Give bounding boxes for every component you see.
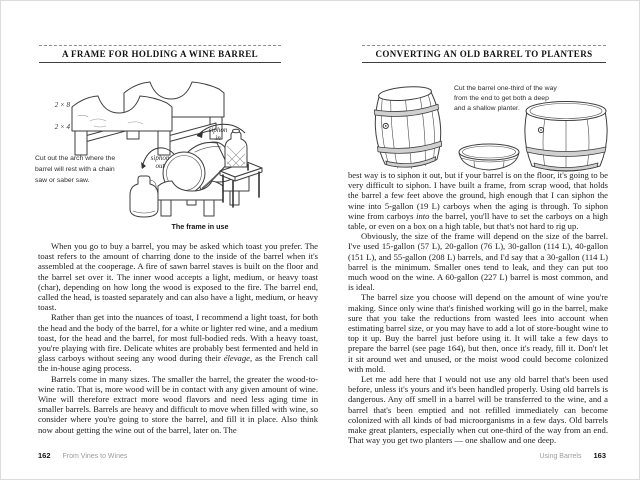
page-number: 163: [593, 451, 606, 460]
right-page-body: [348, 170, 608, 445]
frame2-front-leg-left: [161, 200, 171, 216]
caption-line: from the end to get both a deep: [454, 95, 549, 102]
caption-line: Cut out the arch where the: [35, 155, 116, 162]
paragraph: [348, 374, 608, 445]
siphon-in-label: in: [215, 134, 221, 142]
text-segment: When you go to buy a barrel, you may be asked which toast you prefer. The toast refers to the amount of charring done to the inside of the barrel when it's assembled at the cooperage. A fire of sawn barrel staves is built on the floor and the barrel set over it. The inner wood accepts a light, medium, or heavy toast (char), depending on how long the wood is exposed to the fire. The barrel end, called the head, is toasted separately and can also have a light, medium, or heavy toast.: [38, 241, 318, 313]
frame-front-leg-left: [75, 131, 87, 155]
text-segment: , as the French call the in-house aging process.: [38, 353, 318, 374]
right-page-footer: [348, 451, 606, 460]
frame-figures: [34, 76, 322, 240]
siphon-out-label: out: [155, 162, 165, 170]
left-page-title: A FRAME FOR HOLDING A WINE BARREL: [39, 49, 281, 63]
paragraph: [38, 241, 318, 312]
left-page-footer: [38, 451, 127, 460]
caption-line: Cut the barrel one-third of the way: [454, 85, 557, 92]
siphon-in-label: siphon: [208, 126, 228, 134]
carboy: [225, 129, 247, 167]
whole-barrel: [372, 84, 444, 171]
frame2-front-leg-right: [204, 200, 214, 216]
siphon-out-label: siphon: [150, 154, 170, 162]
text-segment: Obviously, the size of the frame will depend on the size of the barrel. I've used 15-gallon (57 L), 20-gallon (76 L), 30-gallon (114 L), 40-gallon (151 L), and 55-gallon (208 L) barrels, and I'd say that a 30-gallon (114 L) barrel is the minimum. Smaller ones tend to leak, and they can put too much wood on the wine. A 60-gallon (227 L) barrel is most common, and is ideal.: [348, 231, 608, 293]
deep-planter: [525, 102, 607, 173]
left-page-heading: [39, 45, 281, 63]
text-segment: Rather than get into the nuances of toast, I recommend a light toast, for both the head and the body of the barrel, for a white or lighter red wine, and a medium toast, for the head and the barrel, for most full-bodied reds. With a heavy toast, you're playing with fire. Delicate whites are probably best fermented and held in glass carboys without seeing any wood during their: [38, 312, 318, 364]
text-segment: best way is to siphon it out, but if your barrel is on the floor, it's going to be very difficult to siphon. I have built a frame, from scrap wood, that holds the barrel a few feet above the ground, high enough that I can siphon the wine into 5-gallon (19 L) carboys when the aging is through. To siphon wine from carboys: [348, 170, 608, 221]
paragraph: [38, 312, 318, 373]
italic-term: into: [416, 210, 430, 221]
caption-line: and a shallow planter.: [454, 105, 520, 112]
caption-line: barrel will rest with a chain: [35, 166, 115, 173]
paragraph: [348, 292, 608, 374]
frame-front-leg-right: [158, 131, 170, 155]
paragraph: [348, 231, 608, 292]
text-segment: Let me add here that I would not use any old barrel that's been used before, unless it's yours and it's been handled properly. Using old barrels is dangerous. Any off smell in a barrel will be transferred to the wine, and a barrel that's been emptied and not refilled immediately can become colonized with all kinds of bad microorganisms in a few days. Old barrels make great planters, especially when cut one-third of the way from an end. That way you get two planters — one shallow and one deep.: [348, 374, 608, 446]
right-page-title: CONVERTING AN OLD BARREL TO PLANTERS: [362, 49, 606, 63]
text-segment: Barrels come in many sizes. The smaller the barrel, the greater the wood-to-wine ratio. That is, more wood will be in contact with any given amount of wine. Wine will therefore extract more wood flavors and need less aging time in smaller barrels. Barrels are heavy and difficult to move when filled with wine, so consider where you're going to store the barrel, and fill it in place. Also think now about getting the wine out of the barrel, later on. The: [38, 373, 318, 435]
right-page-heading: [362, 45, 606, 63]
frame-figure-caption: [35, 155, 115, 184]
caption-line: saw or saber saw.: [35, 177, 90, 184]
paragraph: [348, 170, 608, 231]
glass-jug: [130, 176, 158, 217]
frame-in-use-caption: The frame in use: [171, 222, 229, 231]
running-head: From Vines to Wines: [62, 453, 128, 460]
text-segment: The barrel size you choose will depend on the amount of wine you're making. Since only wine that's finished working will go in the barrel, make sure that you take the reductions from wasted lees into account when estimating barrel size, or you may have to add a lot of store-bought wine to top it up. Buy the barrel just before using it. It will take a few days to prepare the barrel (see page 164), but then, once it's ready, fill it. Don't let it sit around wet and unused, or the moist wood could become colonized with mold.: [348, 292, 608, 374]
page-number: 162: [38, 451, 51, 460]
paragraph: [38, 374, 318, 435]
frame-front-board: [72, 96, 172, 131]
left-page-body: [38, 241, 318, 435]
running-head: Using Barrels: [539, 453, 582, 460]
label-2x8: 2 × 8: [54, 101, 70, 109]
planters-figure: [355, 80, 610, 172]
frame-in-use-drawing: [130, 129, 262, 217]
italic-term: élevage: [223, 353, 250, 364]
text-segment: the barrel, you'll have to set the carboys on a high table, or even on a box on a high table, but that's not hard to rig up.: [348, 210, 608, 232]
shallow-planter: [459, 144, 519, 170]
label-2x4: 2 × 4: [54, 123, 70, 131]
